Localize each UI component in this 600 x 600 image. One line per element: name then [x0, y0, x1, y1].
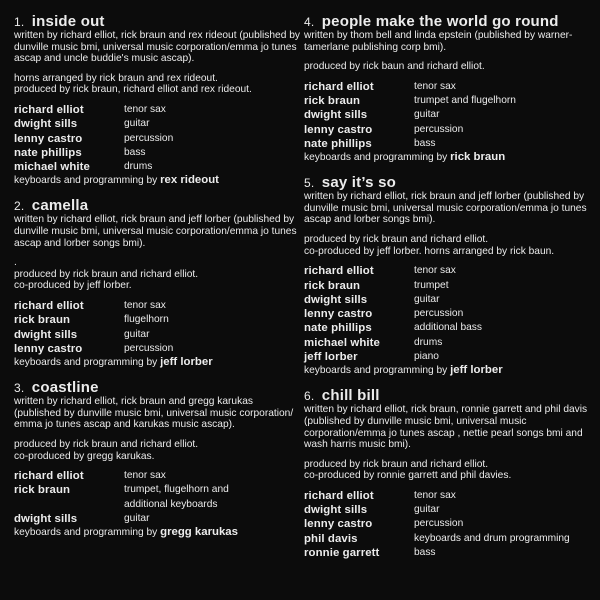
- personnel-row: [14, 146, 300, 160]
- track-6-personnel: [304, 489, 590, 560]
- track-3-credits: written by richard elliot, rick braun and gregg karukas (published by dunville music bmi, universal music corporation/ emma jo tunes ascap and karukas music ascap).: [14, 396, 294, 431]
- musician-name: [14, 498, 124, 512]
- track-1-personnel: [14, 103, 300, 174]
- musician-instrument: tenor sax: [414, 80, 456, 92]
- personnel-row: [14, 313, 300, 327]
- musician-instrument: guitar: [124, 513, 150, 525]
- track-2-name: camella: [31, 197, 89, 215]
- track-1-credits: written by richard elliot, rick braun and rex rideout (published by dunville music bmi, universal music corporation/emma jo tunes ascap and uncle buddie's music ascap).: [14, 30, 300, 65]
- musician-instrument: additional bass: [414, 322, 482, 334]
- keyboards-prefix: keyboards and programming by: [304, 152, 451, 164]
- musician-name: nate phillips: [14, 146, 82, 159]
- musician-instrument: flugelhorn: [124, 314, 169, 326]
- musician-instrument: bass: [414, 137, 436, 149]
- track-3-note: co-produced by gregg karukas.: [14, 450, 155, 462]
- musician-instrument: guitar: [414, 109, 440, 121]
- personnel-row: [14, 512, 300, 526]
- track-4-number: 4.: [304, 15, 315, 29]
- personnel-row: [304, 108, 590, 122]
- personnel-row: [304, 279, 590, 293]
- track-3-title: [14, 380, 300, 396]
- musician-name: michael white: [14, 161, 90, 174]
- musician-name: rick braun: [304, 95, 361, 108]
- track-2-note: produced by rick braun and richard elliot.: [14, 268, 199, 280]
- track-4-credits: written by thom bell and linda epstein (published by warner-tamerlane publishing corp bmi).: [304, 30, 573, 53]
- musician-name: jeff lorber: [304, 351, 358, 364]
- personnel-row: [304, 532, 590, 546]
- track-1-title: [14, 14, 300, 30]
- track-6-note: produced by rick braun and richard elliot.: [304, 458, 489, 470]
- track-5-number: 5.: [304, 176, 315, 191]
- personnel-row: [14, 469, 300, 483]
- musician-instrument: additional keyboards: [124, 498, 218, 510]
- track-4-note: produced by rick baun and richard elliot.: [304, 61, 485, 73]
- track-1-name: inside out: [31, 13, 105, 30]
- keyboards-prefix: keyboards and programming by: [304, 365, 451, 377]
- musician-name: rick braun: [304, 279, 361, 292]
- track-2-credits: written by richard elliot, rick braun and jeff lorber (published by dunville music bmi, universal music corporation/emma jo tunes ascap and lorber songs bmi).: [14, 214, 297, 249]
- personnel-row: [304, 336, 590, 350]
- track-3-personnel: [14, 469, 300, 526]
- musician-name: dwight sills: [14, 328, 78, 341]
- keyboards-name: jeff lorber: [450, 364, 503, 377]
- track-2-keyboards: [14, 356, 300, 369]
- track-6-credits: written by richard elliot, rick braun, ronnie garrett and phil davis (published by dunville music bmi, universal music corporation/emma jo tunes ascap , nettie pearl songs bmi and wash harris music bmi).: [304, 404, 588, 451]
- musician-name: phil davis: [304, 532, 358, 545]
- keyboards-name: rex rideout: [160, 174, 219, 187]
- personnel-row: [14, 328, 300, 342]
- musician-name: rick braun: [14, 484, 71, 497]
- track-4-title: [304, 14, 590, 30]
- musician-instrument: trumpet: [414, 279, 449, 291]
- musician-instrument: keyboards and drum programming: [414, 532, 570, 544]
- track-1-number: 1.: [14, 15, 25, 29]
- track-2-title: [14, 198, 300, 214]
- keyboards-name: gregg karukas: [160, 526, 238, 539]
- right-column: [304, 14, 590, 571]
- musician-name: lenny castro: [304, 308, 373, 321]
- musician-name: rick braun: [14, 314, 71, 327]
- track-5-title: [304, 175, 590, 191]
- personnel-row: [14, 299, 300, 313]
- track-2: [14, 198, 300, 369]
- musician-name: richard elliot: [14, 300, 84, 313]
- personnel-row: [14, 103, 300, 117]
- personnel-row: [304, 546, 590, 560]
- personnel-row: [304, 80, 590, 94]
- musician-name: lenny castro: [14, 132, 83, 145]
- track-6-number: 6.: [304, 389, 315, 404]
- personnel-row: [14, 342, 300, 356]
- musician-name: richard elliot: [304, 80, 374, 93]
- musician-instrument: guitar: [414, 293, 440, 305]
- musician-instrument: trumpet and flugelhorn: [414, 95, 516, 107]
- track-5-keyboards: [304, 364, 590, 377]
- left-column: [14, 14, 300, 550]
- track-5: [304, 175, 590, 377]
- musician-name: lenny castro: [304, 518, 373, 531]
- track-4-personnel: [304, 80, 590, 151]
- personnel-row: [304, 123, 590, 137]
- track-2-note: co-produced by jeff lorber.: [14, 280, 132, 292]
- personnel-row: [304, 94, 590, 108]
- musician-instrument: bass: [124, 146, 146, 158]
- personnel-row: [304, 293, 590, 307]
- track-6-title: [304, 388, 590, 404]
- keyboards-prefix: keyboards and programming by: [14, 175, 161, 187]
- track-3: [14, 380, 300, 539]
- personnel-row: [14, 117, 300, 131]
- musician-instrument: guitar: [124, 328, 150, 340]
- personnel-row: [14, 498, 300, 512]
- track-1-note: produced by rick braun, richard elliot and rex rideout.: [14, 84, 252, 96]
- musician-name: richard elliot: [14, 103, 84, 116]
- track-5-note: co-produced by jeff lorber. horns arranged by rick baun.: [304, 245, 555, 257]
- track-1-keyboards: [14, 174, 300, 187]
- musician-name: ronnie garrett: [304, 547, 380, 560]
- musician-instrument: guitar: [124, 118, 150, 130]
- musician-instrument: percussion: [124, 342, 174, 354]
- track-2-note: .: [14, 257, 17, 269]
- musician-instrument: trumpet, flugelhorn and: [124, 484, 229, 496]
- track-6-name: chill bill: [321, 387, 380, 405]
- musician-name: lenny castro: [304, 123, 373, 136]
- musician-instrument: bass: [414, 547, 436, 559]
- track-5-name: say it’s so: [321, 174, 396, 192]
- musician-name: dwight sills: [14, 118, 78, 131]
- track-4: [304, 14, 590, 164]
- keyboards-prefix: keyboards and programming by: [14, 357, 161, 369]
- track-2-number: 2.: [14, 199, 25, 214]
- track-2-personnel: [14, 299, 300, 356]
- track-1: [14, 14, 300, 187]
- keyboards-prefix: keyboards and programming by: [14, 527, 161, 539]
- musician-instrument: percussion: [414, 123, 464, 135]
- musician-instrument: tenor sax: [124, 470, 166, 482]
- personnel-row: [304, 503, 590, 517]
- musician-instrument: percussion: [414, 308, 464, 320]
- musician-name: nate phillips: [304, 137, 372, 150]
- musician-instrument: tenor sax: [414, 265, 456, 277]
- musician-instrument: tenor sax: [124, 103, 166, 115]
- personnel-row: [304, 137, 590, 151]
- track-5-personnel: [304, 264, 590, 364]
- musician-name: dwight sills: [304, 504, 368, 517]
- musician-name: lenny castro: [14, 342, 83, 355]
- track-6: [304, 388, 590, 560]
- personnel-row: [304, 264, 590, 278]
- musician-name: richard elliot: [14, 470, 84, 483]
- personnel-row: [304, 350, 590, 364]
- track-4-name: people make the world go round: [321, 13, 559, 30]
- personnel-row: [14, 160, 300, 174]
- musician-name: dwight sills: [304, 109, 368, 122]
- musician-name: richard elliot: [304, 489, 374, 502]
- musician-instrument: guitar: [414, 504, 440, 516]
- musician-name: michael white: [304, 336, 380, 349]
- musician-name: richard elliot: [304, 265, 374, 278]
- musician-name: nate phillips: [304, 322, 372, 335]
- musician-name: dwight sills: [304, 293, 368, 306]
- personnel-row: [304, 321, 590, 335]
- track-4-keyboards: [304, 151, 590, 164]
- track-3-name: coastline: [31, 379, 99, 397]
- personnel-row: [304, 517, 590, 531]
- track-5-note: produced by rick braun and richard elliot.: [304, 234, 489, 246]
- track-5-credits: written by richard elliot, rick braun and jeff lorber (published by dunville music bmi, universal music corporation/emma jo tunes ascap and lorber songs bmi).: [304, 191, 587, 226]
- track-3-keyboards: [14, 526, 300, 539]
- musician-instrument: piano: [414, 351, 439, 363]
- personnel-row: [304, 489, 590, 503]
- musician-instrument: percussion: [414, 518, 464, 530]
- musician-instrument: drums: [414, 336, 443, 348]
- track-3-note: produced by rick braun and richard elliot.: [14, 438, 199, 450]
- keyboards-name: rick braun: [450, 151, 506, 164]
- track-1-note: horns arranged by rick braun and rex rideout.: [14, 72, 218, 84]
- keyboards-name: jeff lorber: [160, 356, 213, 369]
- musician-name: dwight sills: [14, 513, 78, 526]
- personnel-row: [14, 483, 300, 497]
- musician-instrument: tenor sax: [124, 300, 166, 312]
- musician-instrument: tenor sax: [414, 489, 456, 501]
- musician-instrument: percussion: [124, 132, 174, 144]
- personnel-row: [304, 307, 590, 321]
- track-6-note: co-produced by ronnie garrett and phil davies.: [304, 470, 512, 482]
- track-3-number: 3.: [14, 381, 25, 396]
- musician-instrument: drums: [124, 161, 153, 173]
- personnel-row: [14, 132, 300, 146]
